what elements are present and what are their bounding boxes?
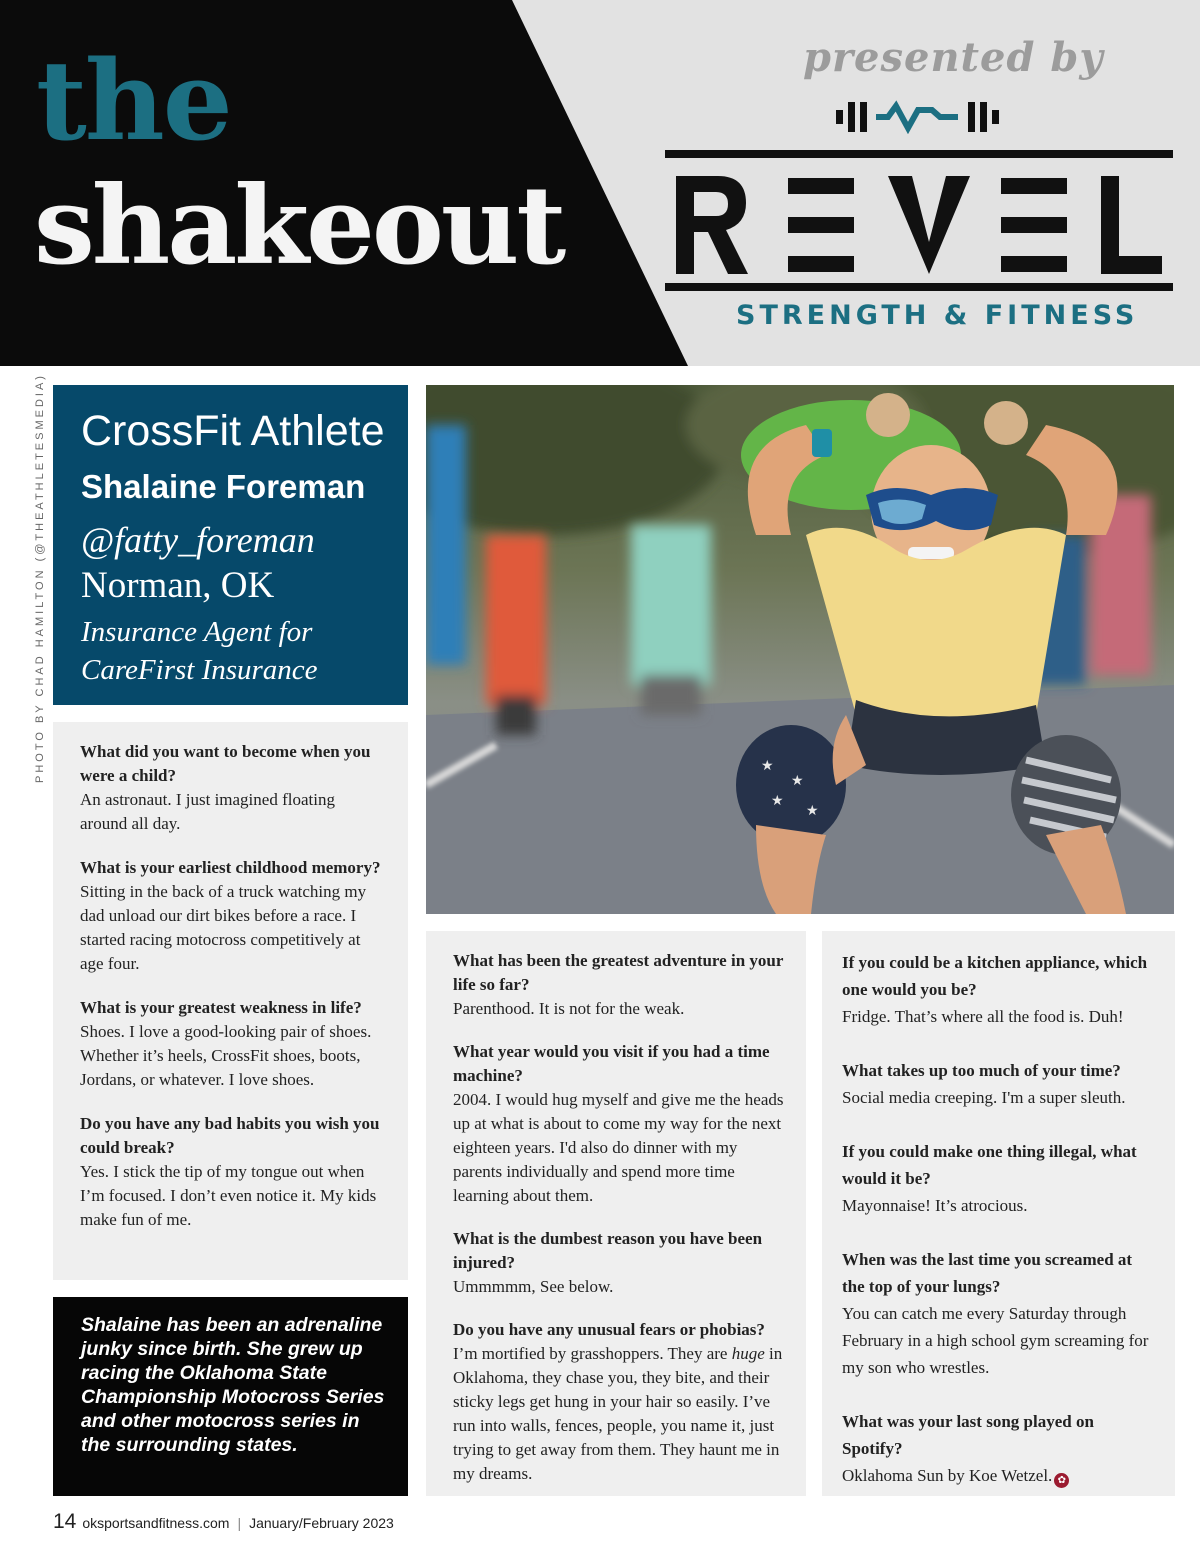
qa-item — [80, 856, 386, 976]
sponsor-tagline: STRENGTH & FITNESS — [736, 300, 1139, 331]
footer-issue: January/February 2023 — [249, 1515, 394, 1531]
revel-wordmark — [676, 176, 1162, 274]
qa-item — [80, 740, 386, 836]
question: What has been the greatest adventure in your life so far? — [453, 951, 784, 994]
footer-separator: | — [237, 1515, 242, 1531]
answer: Fridge. That’s where all the food is. Duh! — [842, 1007, 1124, 1026]
question: What takes up too much of your time? — [842, 1061, 1121, 1080]
svg-text:★: ★ — [806, 803, 819, 819]
sponsor-top-rule — [665, 150, 1173, 158]
question: What is your greatest weakness in life? — [80, 998, 362, 1017]
answer-text: I’m mortified by grasshoppers. They are — [453, 1344, 732, 1363]
barbell-pulse-logo-icon — [836, 100, 1002, 134]
question: What is the dumbest reason you have been injured? — [453, 1229, 763, 1272]
question: If you could be a kitchen appliance, which one would you be? — [842, 953, 1148, 999]
answer: Sitting in the back of a truck watching my dad unload our dirt bikes before a race. I started racing motocross competitively at age four. — [80, 882, 367, 973]
qa-panel-left — [53, 722, 408, 1280]
athlete-photo — [426, 385, 1174, 914]
answer: 2004. I would hug myself and give me the heads up at what is about to come my way for the next eighteen years. I'd also do dinner with my parents individually and spend more time learning about them. — [453, 1090, 784, 1205]
question: Do you have any bad habits you wish you could break? — [80, 1114, 380, 1157]
page-number: 14 — [53, 1510, 77, 1533]
answer: Oklahoma Sun by Koe Wetzel. — [842, 1466, 1053, 1485]
page-footer — [53, 1510, 394, 1534]
athlete-role: CrossFit Athlete — [81, 407, 385, 455]
photo-credit: PHOTO BY CHAD HAMILTON (@THEATHLETESMEDIA) — [34, 373, 46, 783]
question: Do you have any unusual fears or phobias? — [453, 1320, 765, 1339]
answer-emphasis: huge — [731, 1344, 765, 1363]
bio-callout: Shalaine has been an adrenaline junky since birth. She grew up racing the Oklahoma State Championship Motocross Series and other motocross series in the surrounding states. — [53, 1297, 408, 1496]
sponsor-bottom-rule — [665, 283, 1173, 291]
answer-wrap — [842, 1462, 1153, 1489]
answer: An astronaut. I just imagined floating around all day. — [80, 790, 335, 833]
answer: Yes. I stick the tip of my tongue out when I’m focused. I don’t even notice it. My kids make fun of me. — [80, 1162, 377, 1229]
answer: Shoes. I love a good-looking pair of shoes. Whether it’s heels, CrossFit shoes, boots, Jordans, or whatever. I love shoes. — [80, 1022, 372, 1089]
qa-item — [842, 1057, 1153, 1111]
svg-text:★: ★ — [761, 758, 774, 774]
athlete-job-line1: Insurance Agent for — [81, 616, 313, 648]
answer: Ummmmm, See below. — [453, 1277, 614, 1296]
answer — [453, 1342, 784, 1486]
qa-item — [842, 949, 1153, 1030]
footer-site: oksportsandfitness.com — [82, 1515, 230, 1531]
question: If you could make one thing illegal, what would it be? — [842, 1142, 1137, 1188]
answer: Parenthood. It is not for the weak. — [453, 999, 685, 1018]
question: When was the last time you screamed at the top of your lungs? — [842, 1250, 1133, 1296]
question: What did you want to become when you were a child? — [80, 742, 371, 785]
question: What was your last song played on Spotify? — [842, 1412, 1094, 1458]
athlete-handle: @fatty_foreman — [81, 520, 315, 560]
athlete-squat-photo-illustration — [426, 385, 1174, 914]
qa-item — [80, 1112, 386, 1232]
qa-item — [453, 1318, 784, 1486]
athlete-job-line2: CareFirst Insurance — [81, 654, 318, 686]
qa-item — [453, 1040, 784, 1208]
header-banner — [0, 0, 1200, 366]
svg-text:★: ★ — [771, 793, 784, 809]
question: What is your earliest childhood memory? — [80, 858, 381, 877]
qa-item — [842, 1408, 1153, 1489]
qa-panel-right — [822, 931, 1175, 1496]
answer: Social media creeping. I'm a super sleuth. — [842, 1088, 1126, 1107]
qa-item — [453, 949, 784, 1021]
answer: Mayonnaise! It’s atrocious. — [842, 1196, 1028, 1215]
presented-by-label: presented by — [803, 34, 1104, 81]
qa-panel-middle — [426, 931, 806, 1496]
answer-text: in Oklahoma, they chase you, they bite, and their sticky legs get hung in your hair so easily. I’ve run into walls, fences, people, you name it, just trying to get away from them. They haunt me in my dreams. — [453, 1344, 783, 1483]
qa-item — [453, 1227, 784, 1299]
answer: You can catch me every Saturday through February in a high school gym screaming for my son who wrestles. — [842, 1304, 1149, 1377]
okc-end-mark-icon: ✿ — [1054, 1473, 1069, 1488]
svg-text:★: ★ — [791, 773, 804, 789]
athlete-name: Shalaine Foreman — [81, 468, 366, 505]
athlete-card — [53, 385, 408, 705]
qa-item — [80, 996, 386, 1092]
athlete-city: Norman, OK — [81, 565, 275, 606]
qa-item — [842, 1138, 1153, 1219]
question: What year would you visit if you had a time machine? — [453, 1042, 770, 1085]
qa-item — [842, 1246, 1153, 1381]
brand-title-shakeout: shakeout — [34, 163, 564, 289]
brand-title-the: the — [36, 36, 231, 165]
